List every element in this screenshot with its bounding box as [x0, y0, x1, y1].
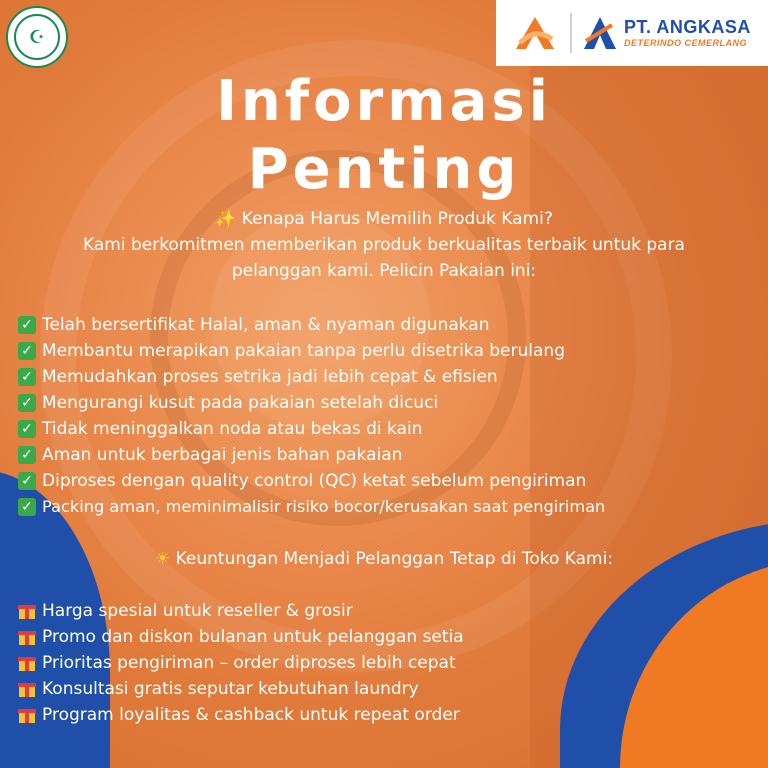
intro-line-2: pelanggan kami. Pelicin Pakaian ini: — [231, 261, 537, 281]
gift-icon — [18, 706, 36, 724]
intro-question-row — [0, 206, 768, 232]
brand-divider — [570, 13, 572, 53]
check-icon: ✓ — [18, 498, 36, 516]
benefit-text: Konsultasi gratis seputar kebutuhan laundry — [42, 679, 419, 699]
check-icon: ✓ — [18, 368, 36, 386]
feature-text: Tidak meninggalkan noda atau bekas di kain — [42, 419, 423, 439]
feature-text: Telah bersertifikat Halal, aman & nyaman digunakan — [42, 315, 490, 335]
feature-text: Diproses dengan quality control (QC) ketat sebelum pengiriman — [42, 471, 587, 491]
feature-item — [18, 312, 489, 338]
feature-item — [18, 338, 565, 364]
benefit-item — [18, 702, 460, 728]
benefit-item — [18, 650, 456, 676]
feature-item — [18, 364, 498, 390]
check-icon: ✓ — [18, 316, 36, 334]
brand-swirl-logo — [510, 13, 560, 53]
benefit-text: Promo dan diskon bulanan untuk pelanggan setia — [42, 627, 464, 647]
benefits-heading — [0, 546, 768, 572]
brand-subtitle: DETERINDO CEMERLANG — [624, 38, 748, 48]
benefit-text: Prioritas pengiriman – order diproses lebih cepat — [42, 653, 456, 673]
intro-question: Kenapa Harus Memilih Produk Kami? — [241, 209, 553, 229]
feature-text: Memudahkan proses setrika jadi lebih cepat & efisien — [42, 367, 498, 387]
check-icon: ✓ — [18, 446, 36, 464]
benefit-text: Harga spesial untuk reseller & grosir — [42, 601, 353, 621]
feature-item — [18, 416, 423, 442]
gift-icon — [18, 628, 36, 646]
feature-item — [18, 442, 402, 468]
check-icon: ✓ — [18, 342, 36, 360]
brand-wordmark — [624, 18, 751, 48]
gift-icon — [18, 680, 36, 698]
gift-icon — [18, 654, 36, 672]
benefit-item — [18, 598, 353, 624]
title-line-1: Informasi — [216, 69, 552, 134]
brand-header — [496, 0, 768, 66]
check-icon: ✓ — [18, 394, 36, 412]
check-icon: ✓ — [18, 420, 36, 438]
feature-text: Mengurangi kusut pada pakaian setelah dicuci — [42, 393, 439, 413]
angkasa-arrow-logo — [582, 15, 618, 51]
benefit-item — [18, 676, 419, 702]
halal-seal-icon: ☪ — [14, 14, 60, 60]
brand-name: PT. ANGKASA — [624, 17, 751, 37]
feature-item — [18, 494, 605, 520]
benefit-text: Program loyalitas & cashback untuk repeat order — [42, 705, 460, 725]
title-line-2: Penting — [247, 137, 521, 202]
halal-logo — [6, 6, 68, 68]
feature-text: Packing aman, meminimalisir risiko bocor/kerusakan saat pengiriman — [42, 497, 606, 516]
sun-icon: ☀ — [154, 549, 171, 569]
gift-icon — [18, 602, 36, 620]
intro-line-1: Kami berkomitmen memberikan produk berkualitas terbaik untuk para — [83, 235, 685, 255]
sparkle-icon: ✨ — [215, 209, 237, 229]
check-icon: ✓ — [18, 472, 36, 490]
benefit-item — [18, 624, 464, 650]
benefits-heading-text: Keuntungan Menjadi Pelanggan Tetap di Toko Kami: — [175, 549, 614, 569]
feature-item — [18, 468, 586, 494]
feature-item — [18, 390, 438, 416]
feature-text: Membantu merapikan pakaian tanpa perlu disetrika berulang — [42, 341, 565, 361]
feature-text: Aman untuk berbagai jenis bahan pakaian — [42, 445, 403, 465]
